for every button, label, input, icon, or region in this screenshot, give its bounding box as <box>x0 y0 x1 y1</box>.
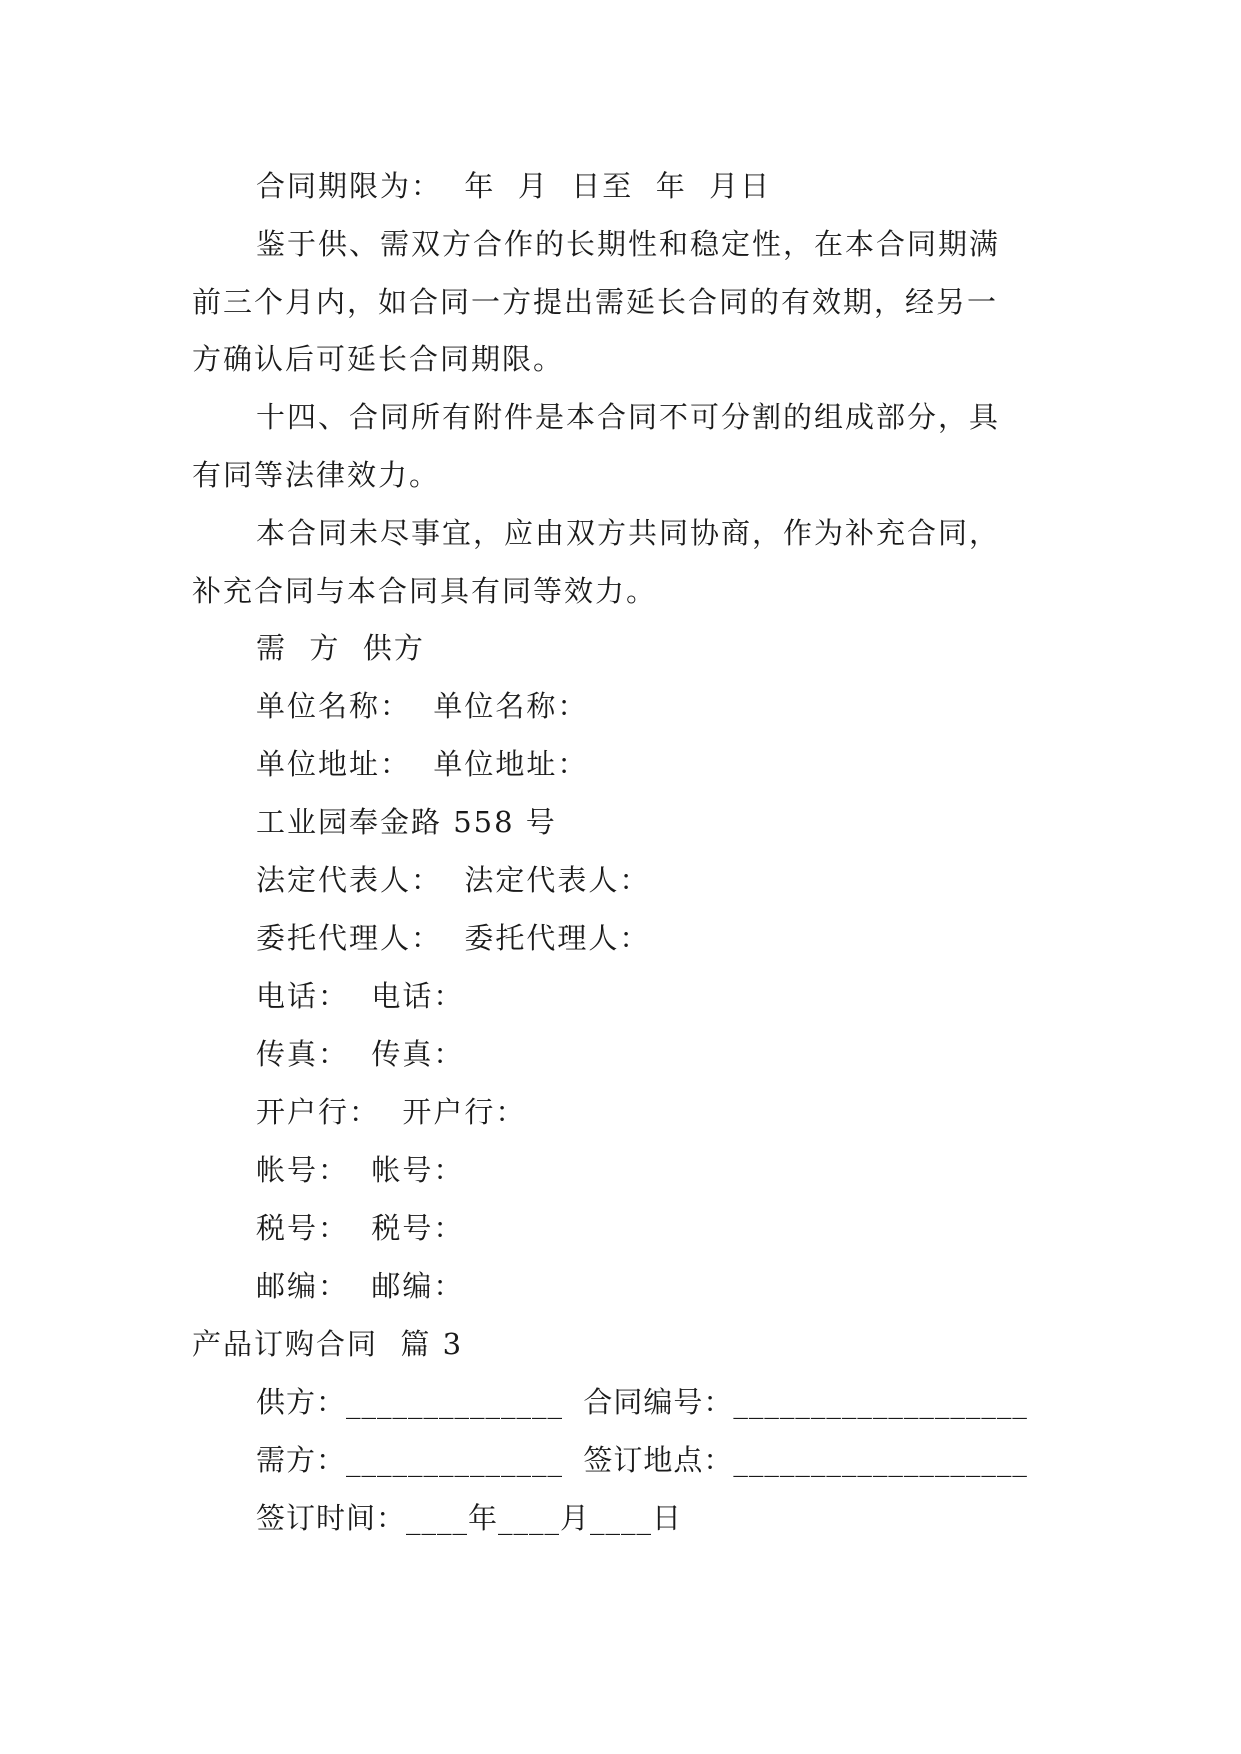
agent-field: 委托代理人： 委托代理人： <box>256 921 651 955</box>
bank-field: 开户行： 开户行： <box>256 1095 527 1129</box>
unit-address-field: 单位地址： 单位地址： <box>256 747 589 781</box>
buyer-signing-place-line: 需方：______________ 签订地点：___________________ <box>256 1443 1028 1477</box>
section-title: 产品订购合同 篇 3 <box>192 1327 464 1361</box>
contract-term-line: 合同期限为： 年 月 日至 年 月日 <box>256 169 772 203</box>
clause-14-line: 十四、合同所有附件是本合同不可分割的组成部分，具 <box>256 400 1001 434</box>
tax-id-field: 税号： 税号： <box>256 1211 465 1245</box>
account-field: 帐号： 帐号： <box>256 1153 465 1187</box>
supplier-contract-no-line: 供方：______________ 合同编号：___________________ <box>256 1385 1028 1419</box>
postcode-field: 邮编： 邮编： <box>256 1269 465 1303</box>
paragraph-line: 前三个月内，如合同一方提出需延长合同的有效期，经另一 <box>192 285 999 319</box>
paragraph-line: 补充合同与本合同具有同等效力。 <box>192 574 658 608</box>
fax-field: 传真： 传真： <box>256 1037 465 1071</box>
paragraph-line: 鉴于供、需双方合作的长期性和稳定性，在本合同期满 <box>256 227 1001 261</box>
paragraph-line: 方确认后可延长合同期限。 <box>192 342 565 376</box>
signing-time-line: 签订时间：____年____月____日 <box>256 1501 683 1535</box>
legal-rep-field: 法定代表人： 法定代表人： <box>256 863 651 897</box>
unit-name-field: 单位名称： 单位名称： <box>256 689 589 723</box>
address-value: 工业园奉金路 558 号 <box>256 805 557 839</box>
paragraph-line: 本合同未尽事宜，应由双方共同协商，作为补充合同， <box>256 516 1001 550</box>
parties-heading: 需 方 供方 <box>256 631 425 665</box>
paragraph-line: 有同等法律效力。 <box>192 458 441 492</box>
phone-field: 电话： 电话： <box>256 979 465 1013</box>
